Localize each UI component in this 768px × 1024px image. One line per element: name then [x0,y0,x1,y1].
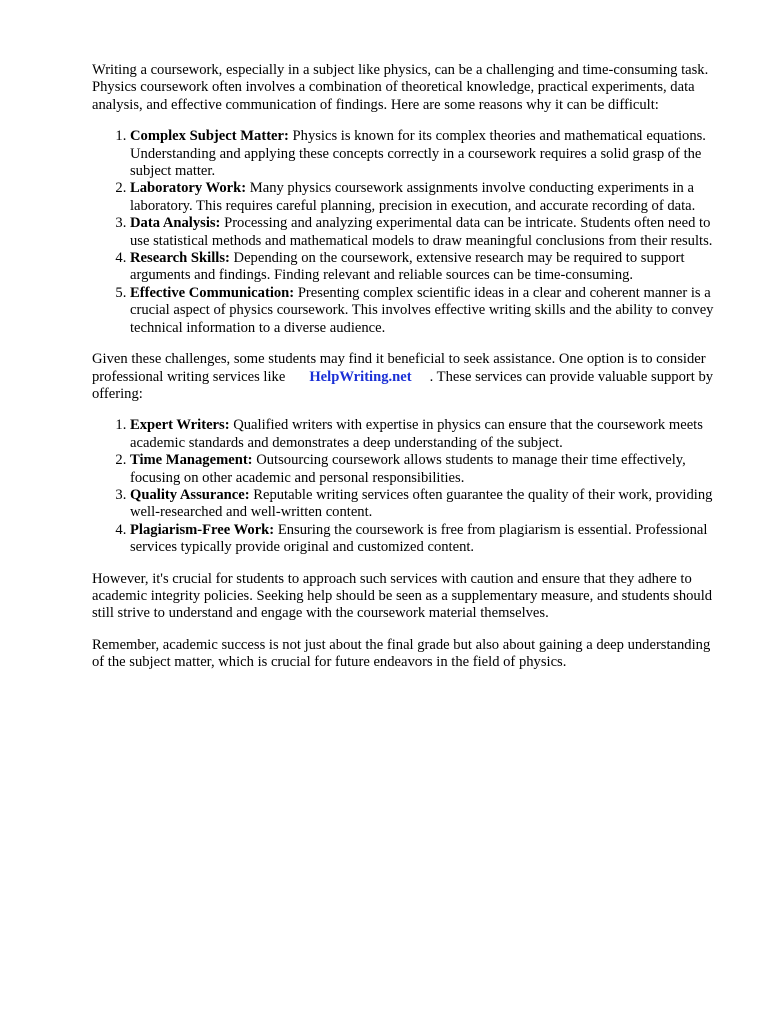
services-intro-paragraph [92,351,724,403]
list-item [130,487,724,522]
list-item-term: Complex Subject Matter: [130,128,289,145]
document-page [92,62,724,686]
services-intro-after: . These services can provide valuable support by offering: [92,368,714,402]
list-item-term: Laboratory Work: [130,180,247,197]
list-item-term: Quality Assurance: [130,486,250,503]
challenges-list [92,128,724,337]
conclusion-paragraph: Remember, academic success is not just about the final grade but also about gaining a deep understanding of the subject matter, which is crucial for future endeavors in the field of physics. [92,636,711,671]
helpwriting-link[interactable]: HelpWriting.net [309,368,412,385]
list-item-text: Reputable writing services often guarantee the quality of their work, providing well-researched and well-written content. [130,486,713,521]
list-item-text: Presenting complex scientific ideas in a clear and coherent manner is a crucial aspect of physics coursework. This involves effective writing skills and the ability to convey technical information to a diverse audience. [130,284,714,336]
intro-paragraph: Writing a coursework, especially in a subject like physics, can be a challenging and time-consuming task. Physics coursework often involves a combination of theoretical knowledge, practical experiments, data analysis, and effective communication of findings. Here are some reasons why it can be difficult: [92,62,709,113]
list-item [130,522,724,557]
list-item [130,285,724,337]
list-item-term: Plagiarism-Free Work: [130,521,275,538]
list-item-text: Physics is known for its complex theories and mathematical equations. Understanding and applying these concepts correctly in a coursework requires a solid grasp of the subject matter. [130,128,706,180]
list-item [130,215,724,250]
list-item [130,452,724,487]
list-item [130,180,724,215]
list-item [130,250,724,285]
list-item-term: Research Skills: [130,250,230,267]
list-item-text: Processing and analyzing experimental data can be intricate. Students often need to use statistical methods and mathematical models to draw meaningful conclusions from their results. [130,215,713,249]
list-item-term: Effective Communication: [130,284,295,301]
list-item-text: Many physics coursework assignments involve conducting experiments in a laboratory. This requires careful planning, precision in execution, and accurate recording of data. [130,180,696,214]
list-item-term: Data Analysis: [130,215,221,232]
list-item-term: Time Management: [130,452,253,469]
list-item-text: Qualified writers with expertise in physics can ensure that the coursework meets academic standards and demonstrates a deep understanding of the subject. [130,417,703,451]
caution-paragraph: However, it's crucial for students to approach such services with caution and ensure that they adhere to academic integrity policies. Seeking help should be seen as a supplementary measure, and students should still strive to understand and engage with the coursework material themselves. [92,570,713,622]
list-item-term: Expert Writers: [130,417,230,434]
list-item [130,417,724,452]
list-item [130,128,724,180]
list-item-text: Outsourcing coursework allows students to manage their time effectively, focusing on other academic and personal responsibilities. [130,452,686,486]
list-item-text: Depending on the coursework, extensive research may be required to support arguments and findings. Finding relevant and reliable sources can be time-consuming. [130,250,685,284]
benefits-list [92,417,724,556]
services-intro-before: Given these challenges, some students may find it beneficial to seek assistance. One option is to consider professional writing services like [92,351,706,385]
list-item-text: Ensuring the coursework is free from plagiarism is essential. Professional services typically provide original and customized content. [130,521,708,556]
